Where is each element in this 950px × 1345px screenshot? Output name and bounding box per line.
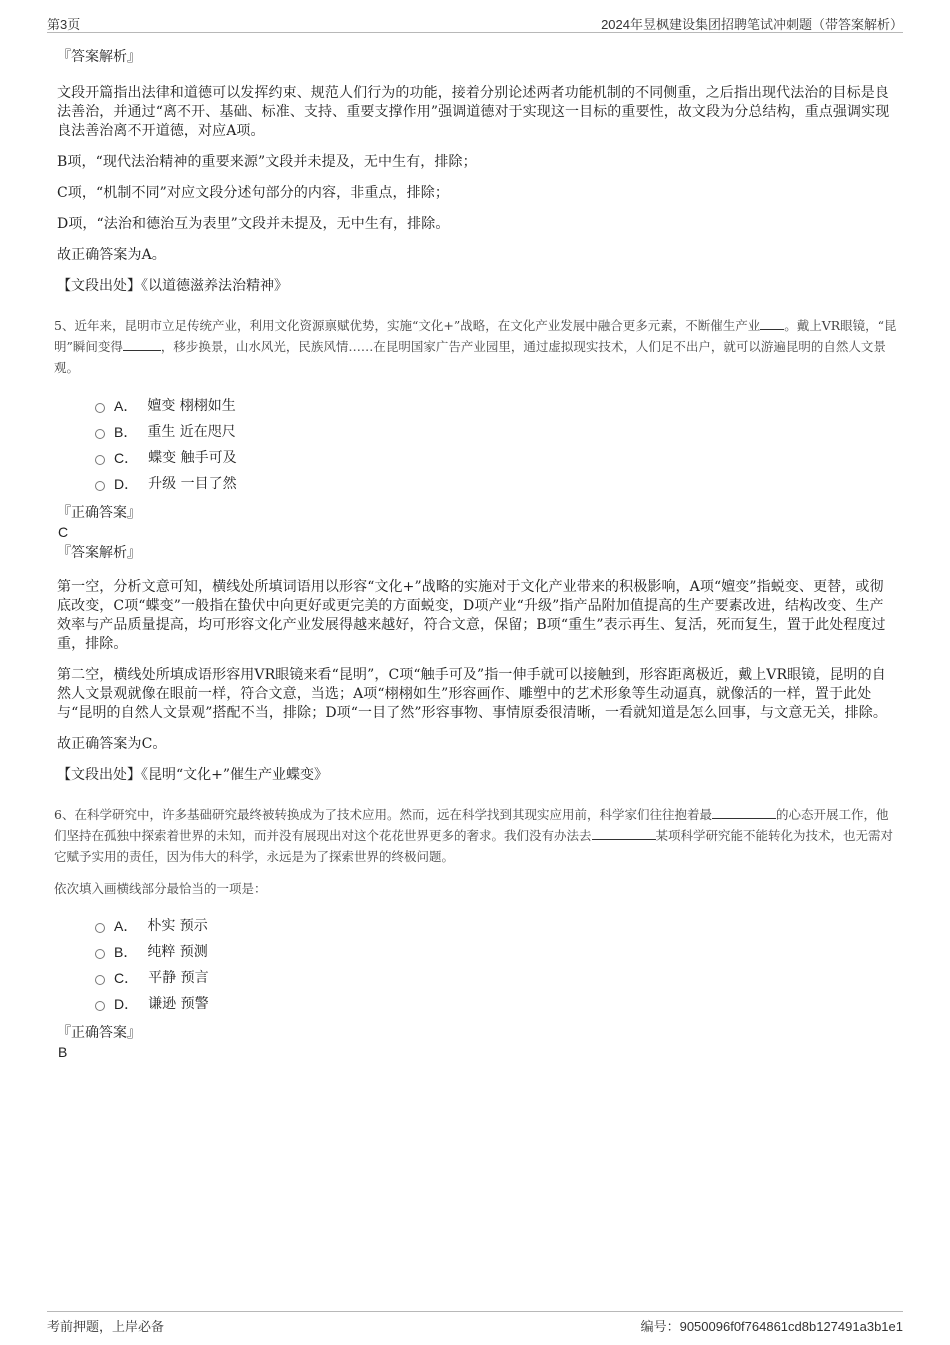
- option-letter: A．: [114, 398, 138, 414]
- document-title: 2024年昱枫建设集团招聘笔试冲刺题（带答案解析）: [601, 17, 903, 32]
- source-citation: 【文段出处】《以道德滋养法治精神》: [57, 278, 288, 294]
- fill-blank: [592, 827, 656, 840]
- correct-answer-label: 『正确答案』: [57, 505, 141, 521]
- fill-blank: [712, 806, 776, 819]
- correct-answer: B: [58, 1044, 68, 1060]
- footer-slogan: 考前押题，上岸必备: [47, 1319, 165, 1334]
- analysis-label: 『答案解析』: [57, 49, 141, 65]
- option-b[interactable]: [95, 419, 897, 445]
- document-code: 编号：9050096f0f764861cd8b127491a3b1e1: [640, 1319, 903, 1334]
- conclusion: 故正确答案为C。: [57, 736, 167, 752]
- option-a[interactable]: [95, 913, 897, 939]
- analysis-label: 『答案解析』: [57, 545, 141, 561]
- option-d[interactable]: [95, 991, 897, 1017]
- option-b[interactable]: [95, 939, 897, 965]
- option-text: 平静 预言: [148, 970, 209, 986]
- analysis-paragraph: D项，“法治和德治互为表里”文段并未提及，无中生有，排除。: [57, 216, 450, 232]
- fill-blank: [760, 317, 784, 330]
- option-text: 蝶变 触手可及: [148, 450, 237, 466]
- page-content: [54, 45, 897, 1061]
- option-text: 谦逊 预警: [148, 996, 209, 1012]
- analysis-paragraph: 文段开篇指出法律和道德可以发挥约束、规范人们行为的功能，接着分别论述两者功能机制的不同侧重，之后指出现代法治的目标是良法善治，并通过“离不开、基础、标准、支持、重要支撑作用”强调道德对于实现这一目标的重要性，故文段为分总结构，重点强调实现良法善治离不开道德，对应A项。: [57, 85, 890, 139]
- question-5-options: [95, 393, 897, 497]
- radio-icon[interactable]: [95, 481, 105, 491]
- correct-answer: C: [58, 524, 69, 540]
- question-text-part: ，移步换景，山水风光，民族风情……在昆明国家广告产业园里，通过虚拟现实技术，人们足不出户，就可以游遍昆明的自然人文景观。: [54, 339, 886, 375]
- question-text-part: 5、近年来，昆明市立足传统产业，利用文化资源禀赋优势，实施“文化+”战略，在文化产业发展中融合更多元素，不断催生产业: [54, 318, 761, 333]
- option-text: 重生 近在咫尺: [147, 424, 236, 440]
- analysis-paragraph: B项，“现代法治精神的重要来源”文段并未提及，无中生有，排除；: [57, 154, 477, 170]
- analysis-paragraph: C项，“机制不同”对应文段分述句部分的内容，非重点，排除；: [57, 185, 449, 201]
- option-letter: C．: [114, 970, 139, 986]
- option-text: 升级 一目了然: [148, 476, 237, 492]
- question-6-text: [54, 804, 897, 867]
- question-text-part: 。戴上VR眼镜，“昆明”瞬间变得: [54, 318, 897, 354]
- option-letter: D．: [114, 996, 139, 1012]
- question-5-text: [54, 315, 897, 378]
- radio-icon[interactable]: [95, 429, 105, 439]
- radio-icon[interactable]: [95, 975, 105, 985]
- radio-icon[interactable]: [95, 1001, 105, 1011]
- option-text: 朴实 预示: [147, 918, 208, 934]
- analysis-paragraph: 第二空，横线处所填成语形容用VR眼镜来看“昆明”，C项“触手可及”指一伸手就可以接触到，形容距离极近，戴上VR眼镜，昆明的自然人文景观就像在眼前一样，符合文意，当选；A项“栩栩如生”形容画作、雕塑中的艺术形象等生动逼真，就像活的一样，置于此处与“昆明的自然人文景观”搭配不当，排除；D项“一目了然”形容事物、事情原委很清晰，一看就知道是怎么回事，与文意无关，排除。: [57, 667, 887, 721]
- option-text: 嬗变 栩栩如生: [147, 398, 236, 414]
- option-letter: B．: [114, 944, 138, 960]
- option-c[interactable]: [95, 445, 897, 471]
- option-a[interactable]: [95, 393, 897, 419]
- option-d[interactable]: [95, 471, 897, 497]
- conclusion: 故正确答案为A。: [57, 247, 166, 263]
- source-citation: 【文段出处】《昆明“文化+”催生产业蝶变》: [57, 767, 329, 783]
- radio-icon[interactable]: [95, 923, 105, 933]
- radio-icon[interactable]: [95, 455, 105, 465]
- page-number: 第3页: [47, 17, 81, 32]
- question-instruction: 依次填入画横线部分最恰当的一项是：: [54, 881, 267, 896]
- page-footer: [47, 1311, 903, 1334]
- option-letter: A．: [114, 918, 138, 934]
- fill-blank: [123, 338, 161, 351]
- option-letter: B．: [114, 424, 138, 440]
- option-letter: C．: [114, 450, 139, 466]
- option-letter: D．: [114, 476, 139, 492]
- option-c[interactable]: [95, 965, 897, 991]
- radio-icon[interactable]: [95, 403, 105, 413]
- option-text: 纯粹 预测: [147, 944, 208, 960]
- radio-icon[interactable]: [95, 949, 105, 959]
- correct-answer-label: 『正确答案』: [57, 1025, 141, 1041]
- page-header: [47, 14, 903, 33]
- question-text-part: 某项科学研究能不能转化为技术，也无需对它赋予实用的责任，因为伟大的科学，永远是为了探索世界的终极问题。: [54, 828, 894, 864]
- question-text-part: 6、在科学研究中，许多基础研究最终被转换成为了技术应用。然而，远在科学找到其现实应用前，科学家们往往抱着最: [54, 807, 712, 822]
- analysis-paragraph: 第一空，分析文意可知，横线处所填词语用以形容“文化+”战略的实施对于文化产业带来的积极影响，A项“嬗变”指蜕变、更替，或彻底改变，C项“蝶变”一般指在蛰伏中向更好或更完美的方面蜕变，D项产业“升级”指产品附加值提高的生产要素改进，结构改变、生产效率与产品质量提高，均可形容文化产业发展得越来越好，符合文意，保留；B项“重生”表示再生、复活，死而复生，置于此处程度过重，排除。: [57, 579, 886, 652]
- question-text-part: 的心态开展工作，他们坚持在孤独中探索着世界的未知，而并没有展现出对这个花花世界更多的奢求。我们没有办法去: [54, 807, 889, 843]
- question-6-options: [95, 913, 897, 1017]
